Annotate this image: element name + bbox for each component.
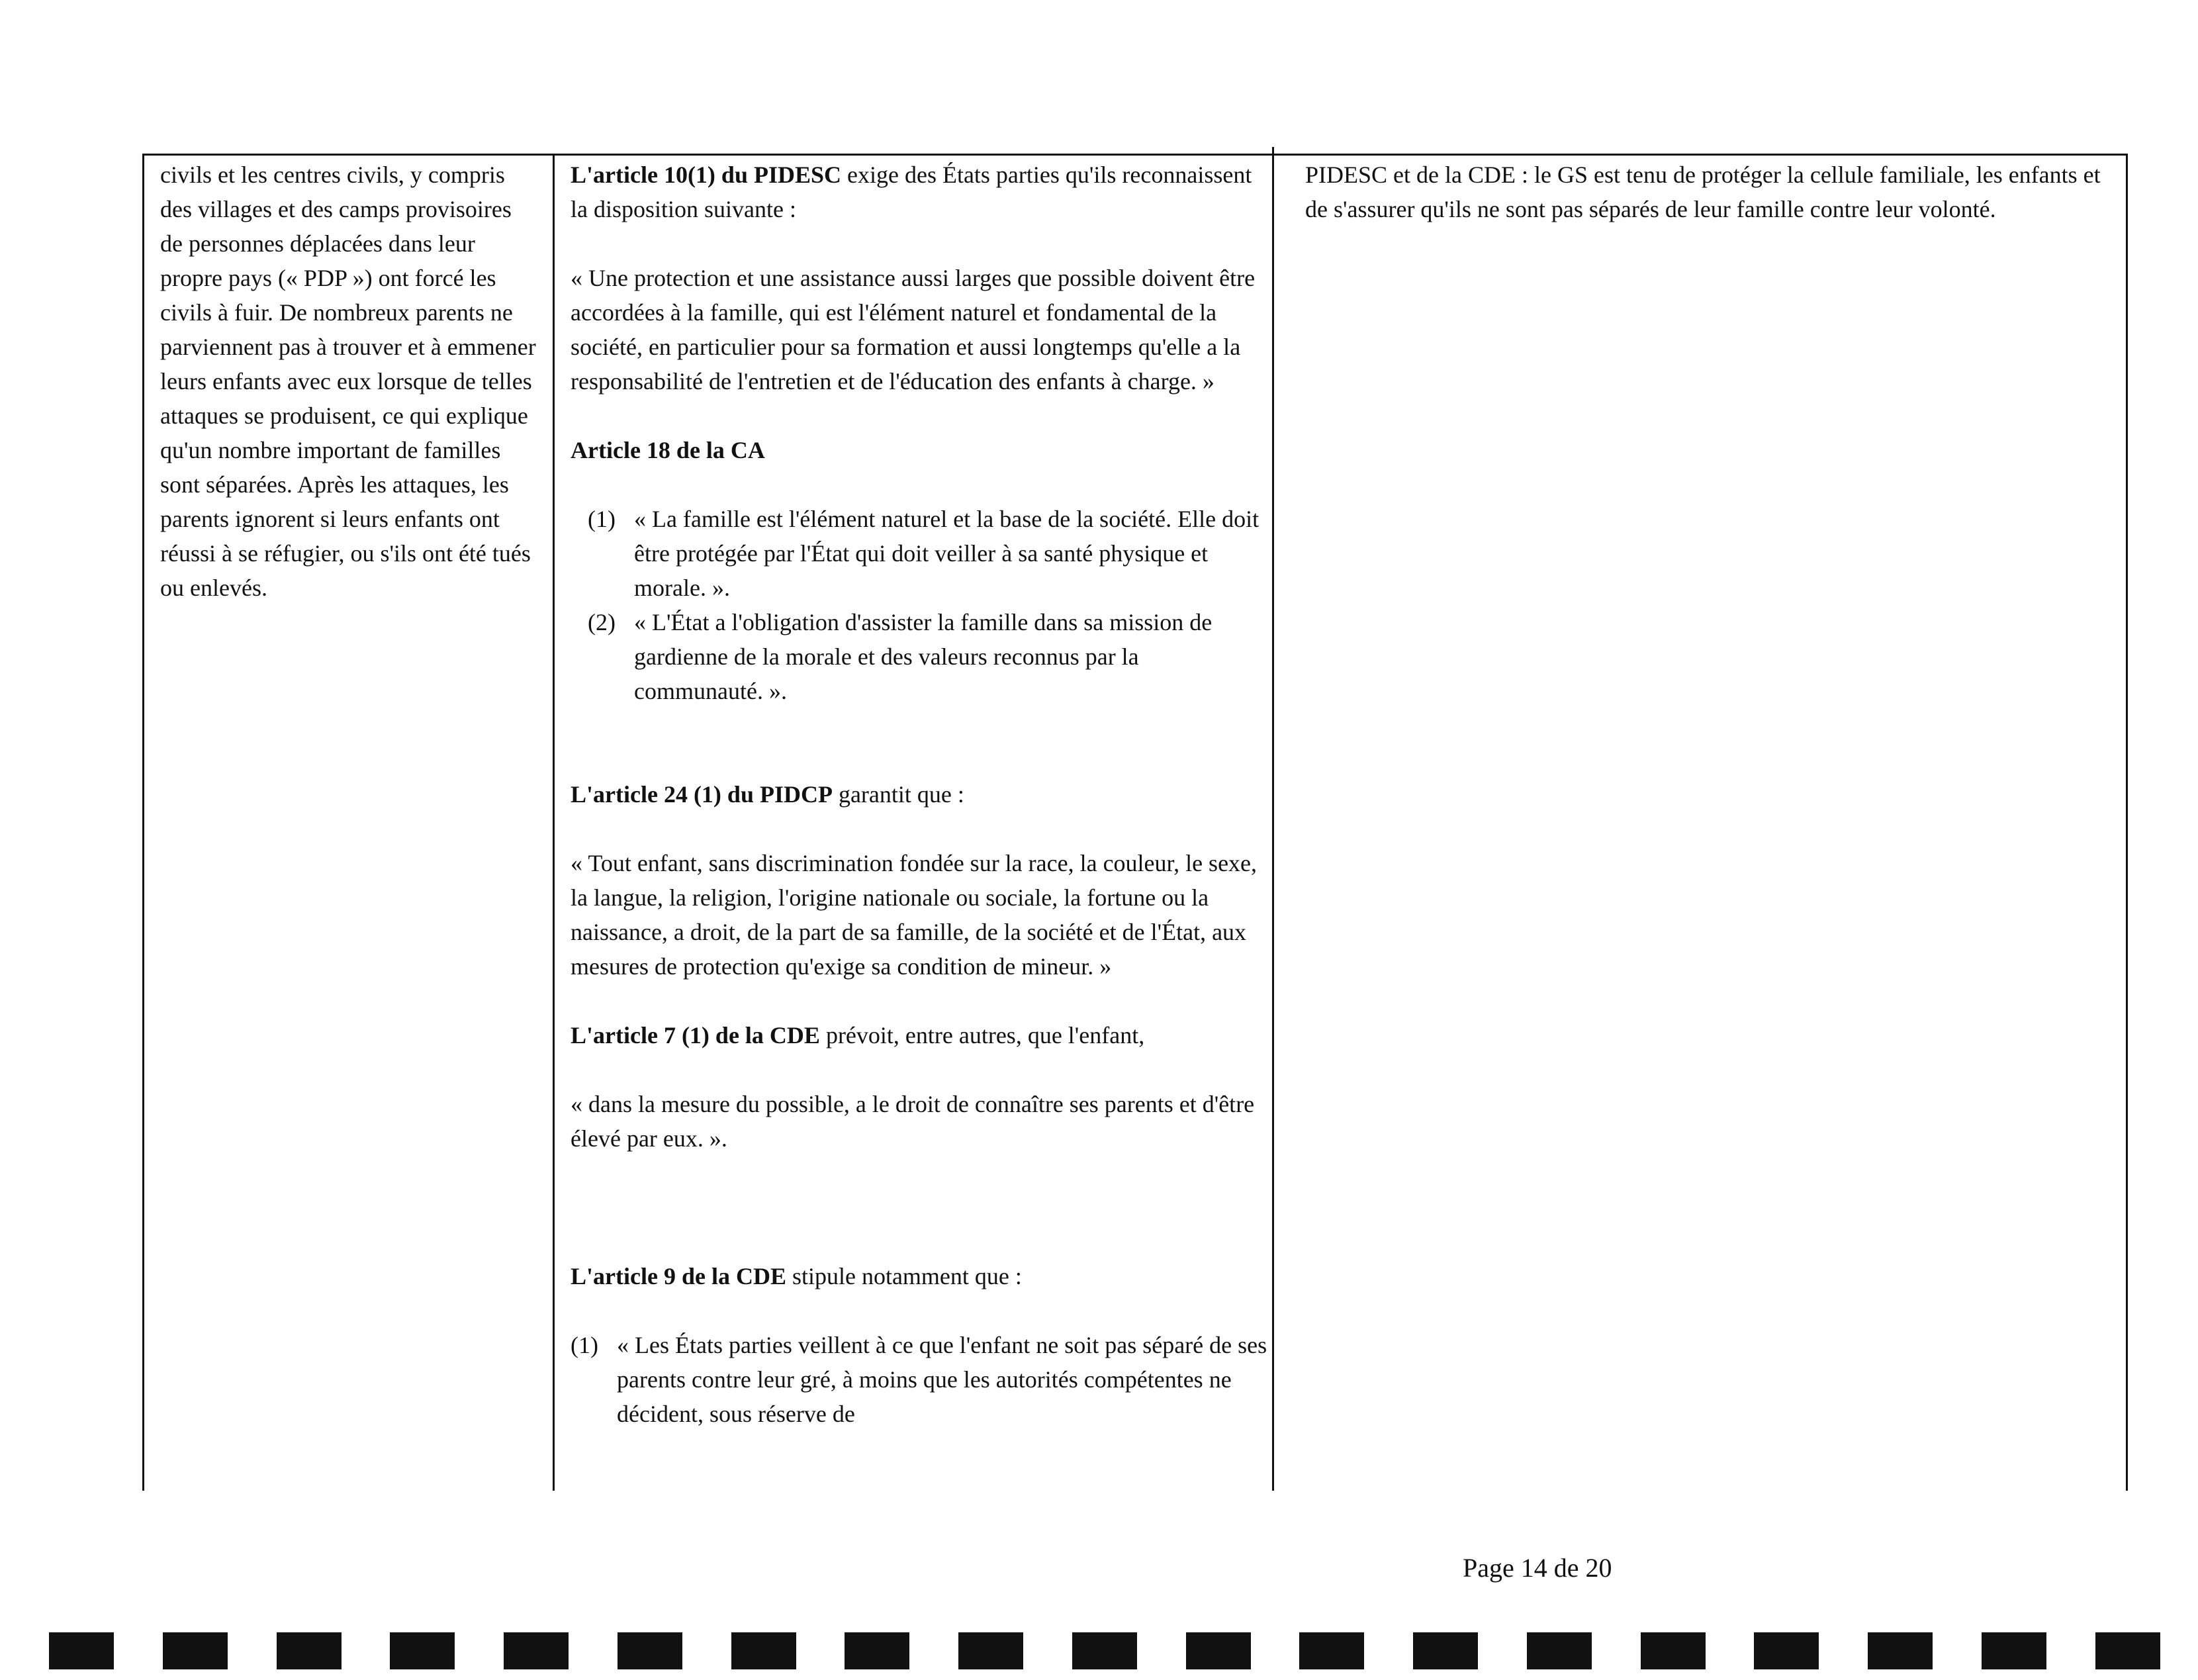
table-column-2: [571, 158, 1272, 1431]
footer-bar: [1299, 1632, 1364, 1669]
article-10-intro: L'article 10(1) du PIDESC exige des États parties qu'ils reconnaissent la disposition suivante :: [571, 162, 1252, 222]
column-rule-2: [1272, 147, 1274, 1491]
column-rule-right: [2126, 154, 2128, 1491]
article-18-item-1: (1) « La famille est l'élément naturel et la base de la société. Elle doit être protégée par l'État qui doit veiller à sa santé physique et morale. ».: [588, 506, 1259, 601]
column-rule-1: [553, 154, 555, 1491]
footer-bar: [277, 1632, 342, 1669]
column-1-text: civils et les centres civils, y compris des villages et des camps provisoires de personnes déplacées dans leur propre pays (« PDP ») ont forcé les civils à fuir. De nombreux parents ne parviennent pas à trouver et à emmener leurs enfants avec eux lorsque de telles attaques se produisent, ce qui explique qu'un nombre important de familles sont séparées. Après les attaques, les parents ignorent si leurs enfants ont réussi à se réfugier, ou s'ils ont été tués ou enlevés.: [160, 162, 536, 601]
article-18-item-2: (2) « L'État a l'obligation d'assister la famille dans sa mission de gardienne de la morale et des valeurs reconnus par la communauté. ».: [588, 609, 1213, 704]
article-18-heading: Article 18 de la CA: [571, 437, 765, 463]
footer-bar: [49, 1632, 114, 1669]
column-3-text: PIDESC et de la CDE : le GS est tenu de protéger la cellule familiale, les enfants et de s'assurer qu'ils ne sont pas séparés de leur famille contre leur volonté.: [1305, 162, 2101, 222]
table-top-rule: [142, 154, 2128, 156]
footer-bar: [504, 1632, 569, 1669]
footer-bar: [958, 1632, 1023, 1669]
column-rule-left: [142, 154, 144, 1491]
footer-bar: [1982, 1632, 2046, 1669]
footer-bar: [618, 1632, 682, 1669]
table-column-1: [160, 158, 537, 605]
article-9-item-1: (1) « Les États parties veillent à ce que l'enfant ne soit pas séparé de ses parents contre leur gré, à moins que les autorités compétentes ne décident, sous réserve de: [571, 1332, 1267, 1427]
footer-bar: [1527, 1632, 1592, 1669]
footer-bar: [845, 1632, 909, 1669]
footer-bar: [1641, 1632, 1706, 1669]
footer-barcode-strip: [49, 1632, 2160, 1669]
article-10-quote: « Une protection et une assistance aussi larges que possible doivent être accordées à la famille, qui est l'élément naturel et fondamental de la société, en particulier pour sa formation et aussi longtemps qu'elle a la responsabilité de l'entretien et de l'éducation des enfants à charge. »: [571, 265, 1256, 395]
footer-bar: [1754, 1632, 1819, 1669]
article-24-intro: L'article 24 (1) du PIDCP garantit que :: [571, 781, 964, 808]
footer-bar: [1413, 1632, 1478, 1669]
page-number: Page 14 de 20: [1463, 1553, 1612, 1583]
article-24-quote: « Tout enfant, sans discrimination fondée sur la race, la couleur, le sexe, la langue, la religion, l'origine nationale ou sociale, la fortune ou la naissance, a droit, de la part de sa famille, de la société et de l'État, aux mesures de protection qu'exige sa condition de mineur. »: [571, 850, 1258, 980]
footer-bar: [163, 1632, 228, 1669]
article-10-ref: L'article 10(1) du PIDESC: [571, 162, 841, 188]
footer-bar: [1868, 1632, 1933, 1669]
article-9-intro: L'article 9 de la CDE stipule notamment que :: [571, 1263, 1022, 1289]
footer-bar: [390, 1632, 455, 1669]
article-7-quote: « dans la mesure du possible, a le droit de connaître ses parents et d'être élevé par eux. ».: [571, 1091, 1255, 1152]
footer-bar: [1072, 1632, 1137, 1669]
footer-bar: [1186, 1632, 1251, 1669]
footer-bar: [731, 1632, 796, 1669]
article-7-intro: L'article 7 (1) de la CDE prévoit, entre autres, que l'enfant,: [571, 1022, 1145, 1049]
footer-bar: [2095, 1632, 2160, 1669]
table-column-3: [1305, 158, 2106, 226]
